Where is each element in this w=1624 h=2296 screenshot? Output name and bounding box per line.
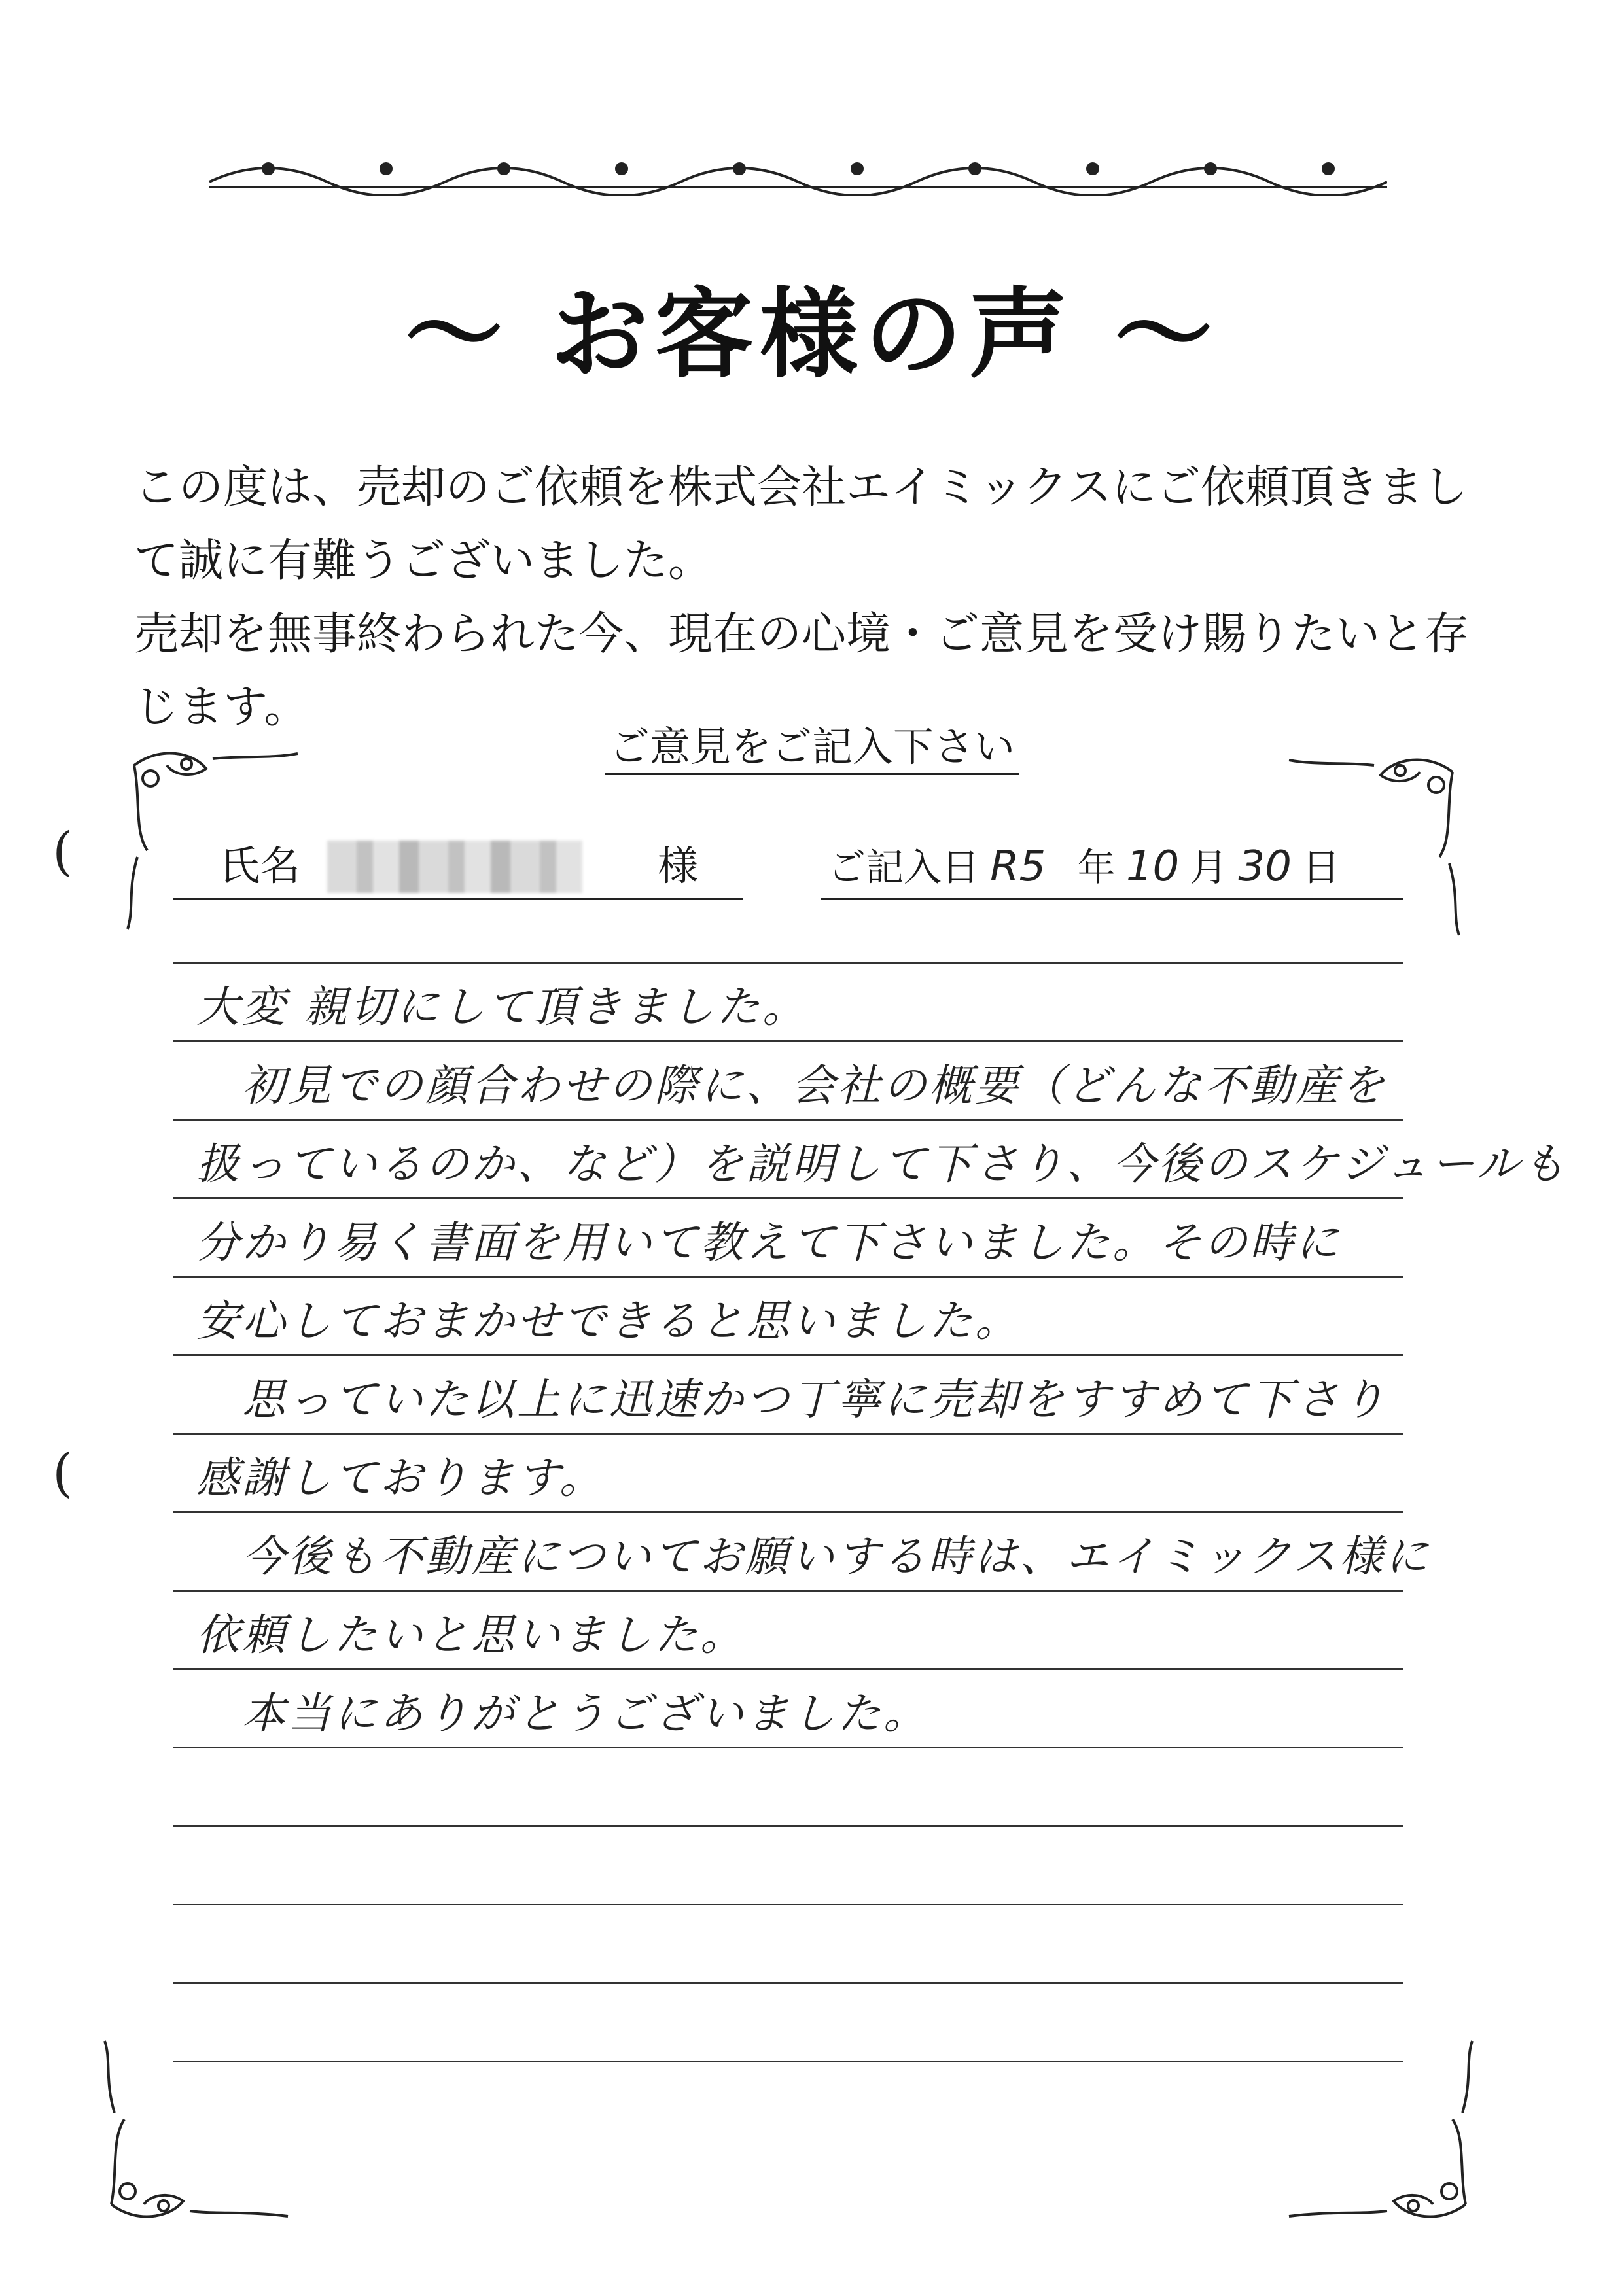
- ruled-line: [173, 1276, 1403, 1278]
- date-label: ご記入日: [828, 846, 980, 889]
- binder-mark: (: [52, 821, 73, 882]
- ruled-line: [173, 1668, 1403, 1670]
- date-month: 10: [1125, 843, 1180, 891]
- comment-line: 分かり易く書面を用いて教えて下さいました。その時に: [196, 1217, 1341, 1268]
- comment-line: 感謝しております。: [196, 1453, 605, 1503]
- ruled-line: [173, 2061, 1403, 2062]
- comment-line: 大変 親切にして頂きました。: [196, 982, 808, 1032]
- ruled-line: [173, 1433, 1403, 1435]
- top-ornament-border: [209, 150, 1387, 196]
- ruled-line: [173, 1904, 1403, 1905]
- comment-line: 安心しておまかせできると思いました。: [196, 1296, 1021, 1346]
- date-era: R5: [990, 843, 1046, 891]
- ruled-line: [173, 1119, 1403, 1121]
- date-underline: [821, 898, 1403, 900]
- binder-mark: (: [52, 1442, 73, 1503]
- name-suffix: 様: [658, 844, 699, 889]
- name-label: 氏名: [219, 844, 301, 889]
- intro-line: この度は、売却のご依頼を株式会社エイミックスにご依頼頂きまし: [134, 462, 1468, 513]
- corner-ornament-bottom-left: [98, 2034, 294, 2231]
- ruled-line: [173, 1825, 1403, 1827]
- intro-line: 売却を無事終わられた今、現在の心境・ご意見を受け賜りたいと存: [134, 608, 1470, 660]
- ruled-line: [173, 1354, 1403, 1356]
- name-redacted: [327, 841, 582, 893]
- comment-line: 今後も不動産についてお願いする時は、エイミックス様に: [196, 1531, 1431, 1582]
- ruled-line: [173, 1040, 1403, 1042]
- date-year-suffix: 年: [1077, 846, 1116, 889]
- corner-ornament-bottom-right: [1282, 2034, 1479, 2231]
- date-day-suffix: 日: [1302, 846, 1341, 889]
- ruled-line: [173, 962, 1403, 964]
- ruled-line: [173, 1747, 1403, 1748]
- comment-line: 扱っているのか、など）を説明して下さり、今後のスケジュールも: [196, 1139, 1568, 1189]
- comment-line: 本当にありがとうございました。: [196, 1688, 929, 1739]
- intro-line: て誠に有難うございました。: [134, 535, 713, 587]
- comment-line: 思っていた以上に迅速かつ丁寧に売却をすすめて下さり: [196, 1374, 1388, 1425]
- ruled-line: [173, 1511, 1403, 1513]
- corner-ornament-top-left: [121, 739, 317, 935]
- date-field: [828, 841, 1340, 894]
- page-title: ～ お客様の声 ～: [404, 277, 1220, 392]
- name-underline: [173, 898, 743, 900]
- ruled-line: [173, 1982, 1403, 1984]
- intro-line: じます。: [134, 682, 309, 733]
- ruled-line: [173, 1590, 1403, 1592]
- comment-line: 依頼したいと思いました。: [196, 1610, 746, 1660]
- date-month-suffix: 月: [1190, 846, 1228, 889]
- date-day: 30: [1238, 843, 1292, 891]
- intro-text: [134, 451, 1502, 744]
- name-date-row: [173, 841, 1403, 899]
- ruled-line: [173, 1197, 1403, 1199]
- form-subtitle-text: ご意見をご記入下さい: [605, 723, 1019, 775]
- comment-line: 初見での顔合わせの際に、会社の概要（どんな不動産を: [196, 1060, 1387, 1111]
